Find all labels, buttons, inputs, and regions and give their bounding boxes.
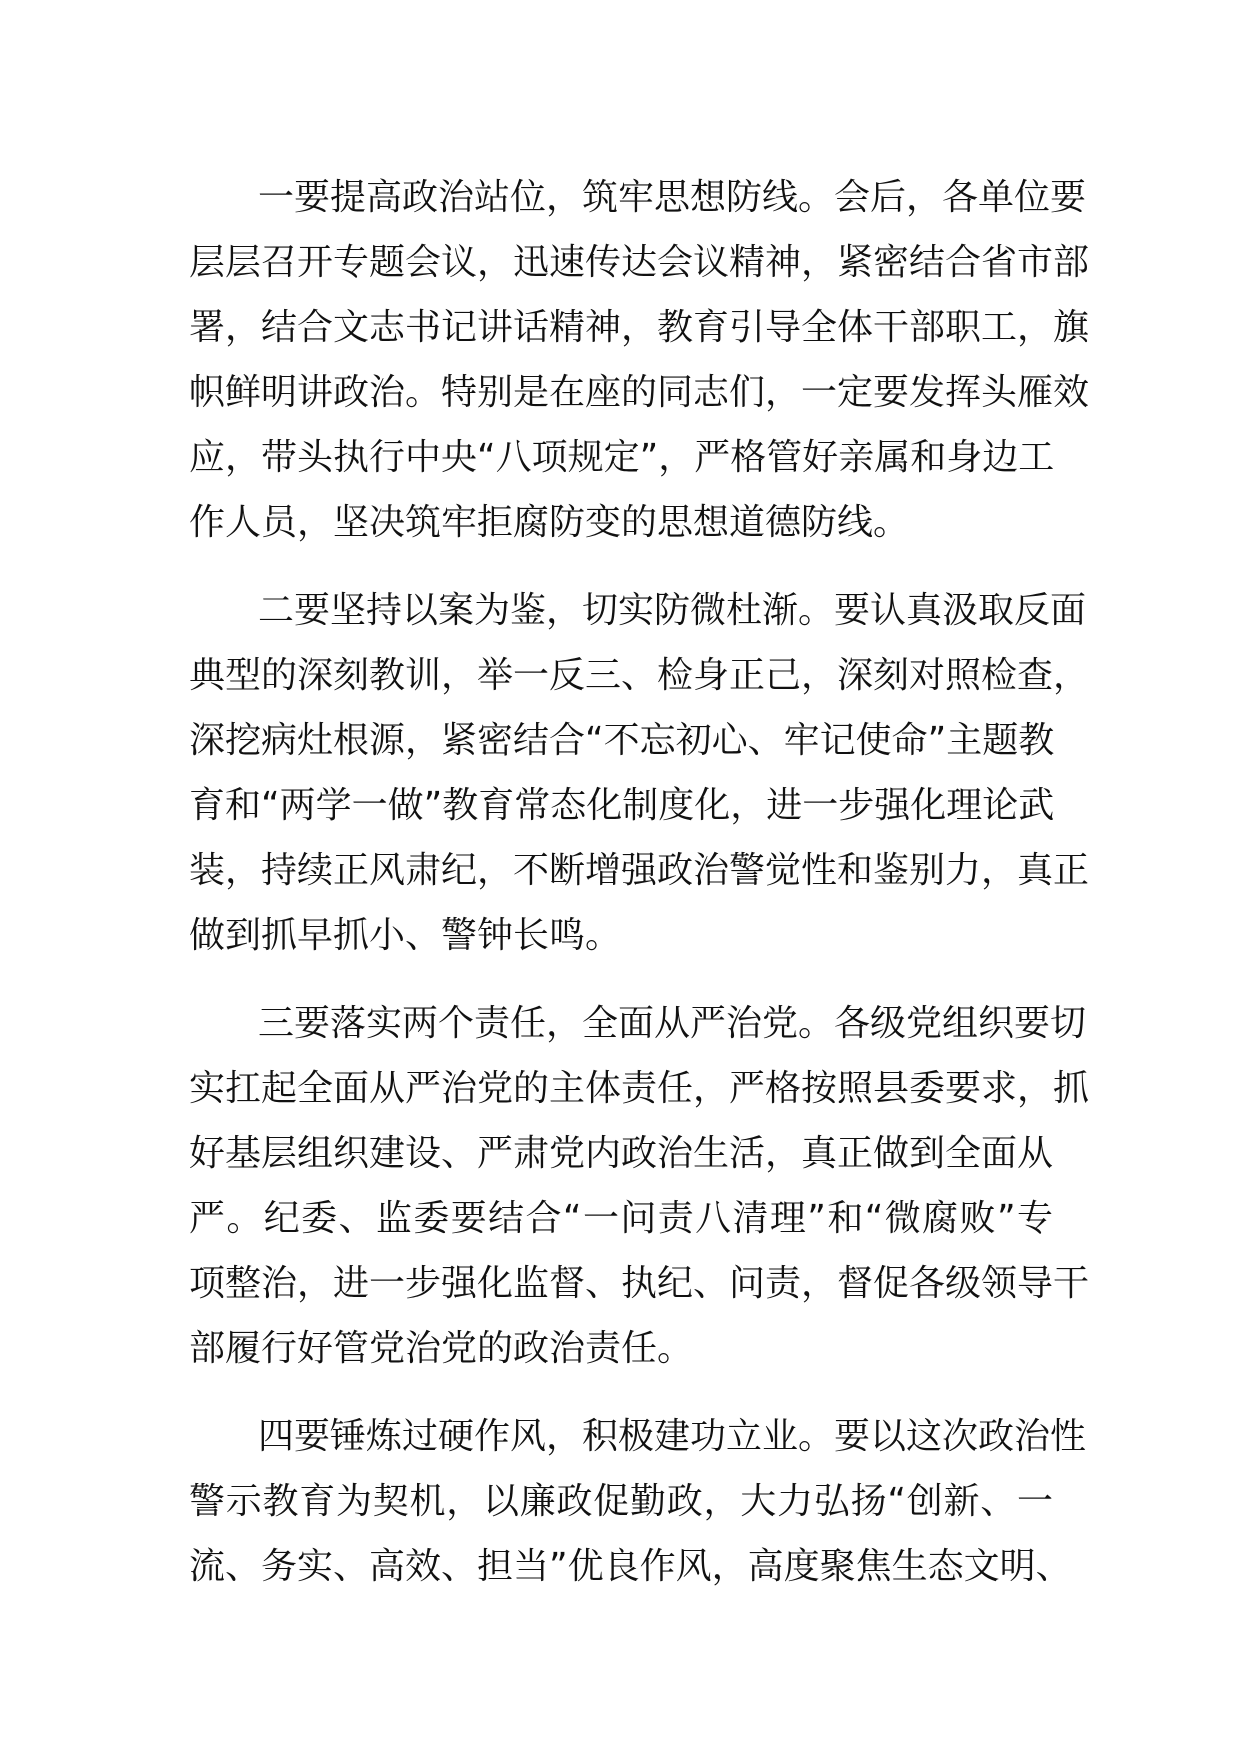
paragraph-3 [189, 991, 1090, 1381]
paragraph-1 [189, 165, 1090, 555]
text-line: 应，带头执行中央“八项规定”，严格管好亲属和身边工 [189, 437, 1055, 478]
text-line: 一要提高政治站位，筑牢思想防线。会后，各单位要 [258, 177, 1087, 218]
text-line: 流、务实、高效、担当”优良作风，高度聚焦生态文明、 [189, 1546, 1072, 1587]
text-line: 帜鲜明讲政治。特别是在座的同志们，一定要发挥头雁效 [189, 372, 1090, 413]
text-line: 警示教育为契机，以廉政促勤政，大力弘扬“创新、一 [189, 1481, 1053, 1522]
text-line: 三要落实两个责任，全面从严治党。各级党组织要切 [258, 1003, 1087, 1044]
text-line: 实扛起全面从严治党的主体责任，严格按照县委要求，抓 [189, 1068, 1090, 1109]
text-line: 作人员，坚决筑牢拒腐防变的思想道德防线。 [189, 502, 910, 543]
paragraph-spacer [189, 1381, 1053, 1404]
paragraph-4 [189, 1404, 1087, 1599]
text-line: 深挖病灶根源，紧密结合“不忘初心、牢记使命”主题教 [189, 720, 1055, 761]
text-line: 典型的深刻教训，举一反三、检身正己，深刻对照检查， [189, 655, 1090, 696]
document-body [189, 165, 1090, 1599]
text-line: 育和“两学一做”教育常态化制度化，进一步强化理论武 [189, 785, 1055, 826]
text-line: 项整治，进一步强化监督、执纪、问责，督促各级领导干 [189, 1263, 1090, 1304]
text-line: 二要坚持以案为鉴，切实防微杜渐。要认真汲取反面 [258, 590, 1087, 631]
paragraph-spacer [189, 555, 1053, 578]
text-line: 做到抓早抓小、警钟长鸣。 [189, 915, 622, 956]
text-line: 层层召开专题会议，迅速传达会议精神，紧密结合省市部 [189, 242, 1090, 283]
paragraph-spacer [189, 968, 1053, 991]
text-line: 部履行好管党治党的政治责任。 [189, 1328, 694, 1369]
text-line: 四要锤炼过硬作风，积极建功立业。要以这次政治性 [258, 1416, 1087, 1457]
text-line: 装，持续正风肃纪，不断增强政治警觉性和鉴别力，真正 [189, 850, 1090, 891]
text-line: 好基层组织建设、严肃党内政治生活，真正做到全面从 [189, 1133, 1054, 1174]
text-line: 严。纪委、监委要结合“一问责八清理”和“微腐败”专 [189, 1198, 1053, 1239]
text-line: 署，结合文志书记讲话精神，教育引导全体干部职工，旗 [189, 307, 1090, 348]
paragraph-2 [189, 578, 1090, 968]
